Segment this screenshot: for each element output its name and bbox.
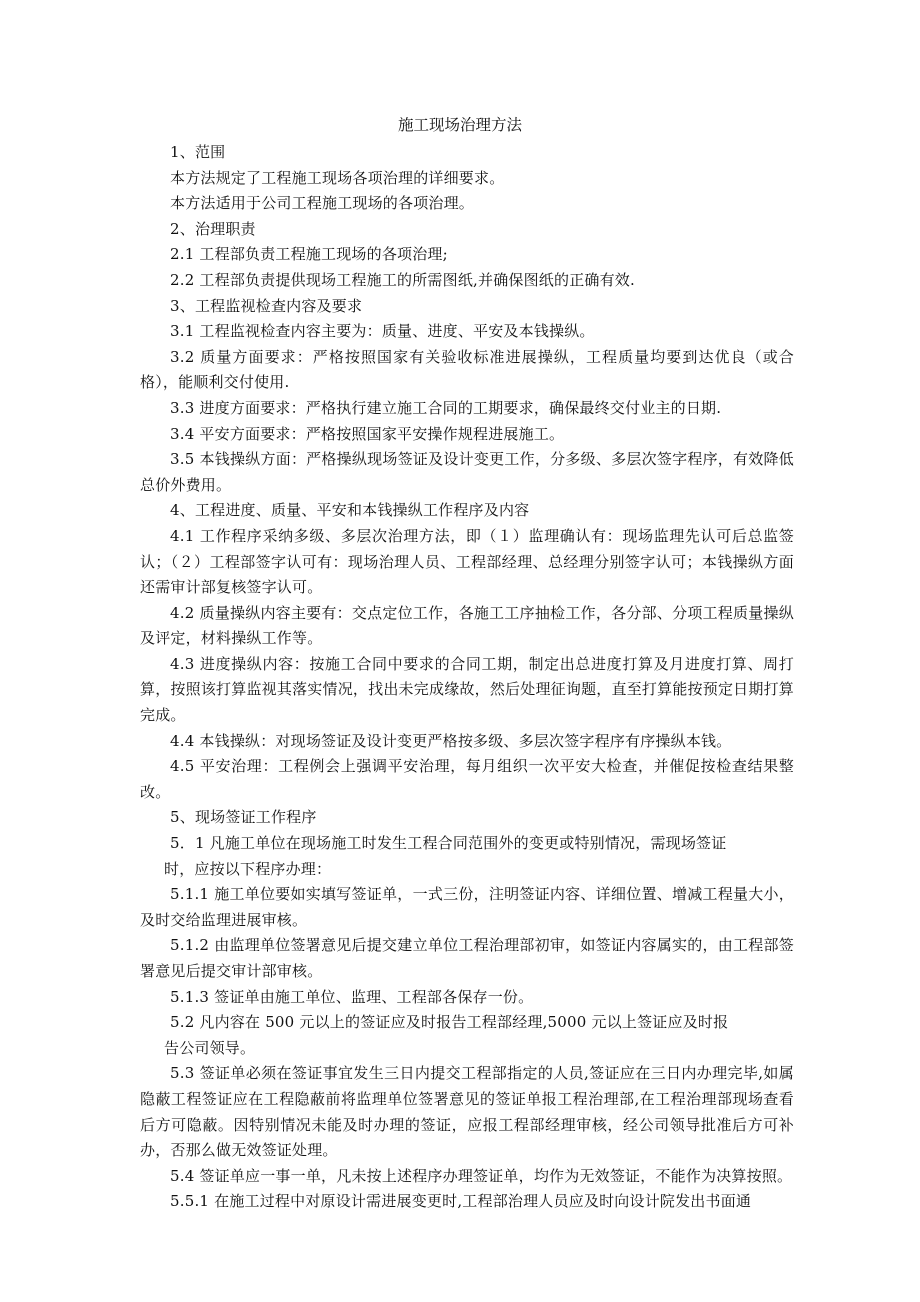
paragraph: 3.2 质量方面要求：严格按照国家有关验收标准进展操纵，工程质量均要到达优良（或合格），能顺利交付使用. — [140, 347, 794, 392]
paragraph: 3.1 工程监视检查内容主要为：质量、进度、平安及本钱操纵。 — [170, 322, 595, 341]
paragraph: 3、工程监视检查内容及要求 — [170, 296, 363, 315]
paragraph: 5.2 凡内容在 500 元以上的签证应及时报告工程部经理,5000 元以上签证应及时报 — [170, 1013, 729, 1032]
paragraph: 告公司领导。 — [164, 1038, 256, 1057]
paragraph: 2、治理职责 — [170, 219, 256, 238]
paragraph: 5.1.1 施工单位要如实填写签证单，一式三份，注明签证内容、详细位置、增减工程量大小，及时交给监理进展审核。 — [140, 885, 794, 929]
paragraph: 4.1 工作程序采纳多级、多层次治理方法，即（１）监理确认有：现场监理先认可后总监签认；（２）工程部签字认可有：现场治理人员、工程部经理、总经理分别签字认可；本钱操纵方面还需审计部复核签字认可。 — [140, 526, 794, 597]
paragraph: 本方法规定了工程施工现场各项治理的详细要求。 — [170, 168, 505, 187]
paragraph: 3.4 平安方面要求：严格按照国家平安操作规程进展施工。 — [170, 424, 565, 443]
paragraph: 4.2 质量操纵内容主要有：交点定位工作，各施工工序抽检工作，各分部、分项工程质量操纵及评定，材料操纵工作等。 — [140, 603, 794, 648]
paragraph: 5．1 凡施工单位在现场施工时发生工程合同范围外的变更或特别情况，需现场签证 — [170, 834, 727, 853]
paragraph: 4、工程进度、质量、平安和本钱操纵工作程序及内容 — [170, 501, 530, 520]
paragraph: 4.5 平安治理：工程例会上强调平安治理，每月组织一次平安大检查，并催促按检查结果整改。 — [140, 757, 794, 801]
paragraph: 2.2 工程部负责提供现场工程施工的所需图纸,并确保图纸的正确有效. — [170, 270, 635, 289]
paragraph: 3.3 进度方面要求：严格执行建立施工合同的工期要求，确保最终交付业主的日期. — [170, 398, 722, 417]
paragraph: 5.1.3 签证单由施工单位、监理、工程部各保存一份。 — [170, 987, 534, 1006]
paragraph: 2.1 工程部负责工程施工现场的各项治理; — [170, 245, 448, 264]
paragraph: 3.5 本钱操纵方面：严格操纵现场签证及设计变更工作，分多级、多层次签字程序，有效降低总价外费用。 — [140, 450, 794, 494]
document-body — [140, 140, 794, 1215]
document-title: 施工现场治理方法 — [397, 116, 522, 134]
paragraph: 1、范围 — [170, 143, 226, 161]
paragraph: 5、现场签证工作程序 — [170, 808, 317, 827]
paragraph: 4.4 本钱操纵：对现场签证及设计变更严格按多级、多层次签字程序有序操纵本钱。 — [170, 731, 732, 750]
paragraph: 5.3 签证单必须在签证事宜发生三日内提交工程部指定的人员,签证应在三日内办理完毕,如属隐蔽工程签证应在工程隐蔽前将监理单位签署意见的签证单报工程治理部,在工程治理部现场查看后方可隐蔽。因特别情况未能及时办理的签证，应报工程部经理审核，经公司领导批准后方可补办，否那么做无效签证处理。 — [140, 1064, 794, 1160]
paragraph: 5.4 签证单应一事一单，凡未按上述程序办理签证单，均作为无效签证，不能作为决算按照。 — [170, 1166, 793, 1185]
paragraph: 时，应按以下程序办理： — [164, 859, 332, 878]
paragraph: 5.1.2 由监理单位签署意见后提交建立单位工程治理部初审，如签证内容属实的，由工程部签署意见后提交审计部审核。 — [140, 936, 794, 980]
paragraph: 本方法适用于公司工程施工现场的各项治理。 — [170, 194, 475, 213]
paragraph: 5.5.1 在施工过程中对原设计需进展变更时,工程部治理人员应及时向设计院发出书面通 — [170, 1192, 752, 1211]
paragraph: 4.3 进度操纵内容：按施工合同中要求的合同工期，制定出总进度打算及月进度打算、周打算，按照该打算监视其落实情况，找出未完成缘故，然后处理征询题，直至打算能按预定日期打算完成。 — [140, 654, 794, 725]
